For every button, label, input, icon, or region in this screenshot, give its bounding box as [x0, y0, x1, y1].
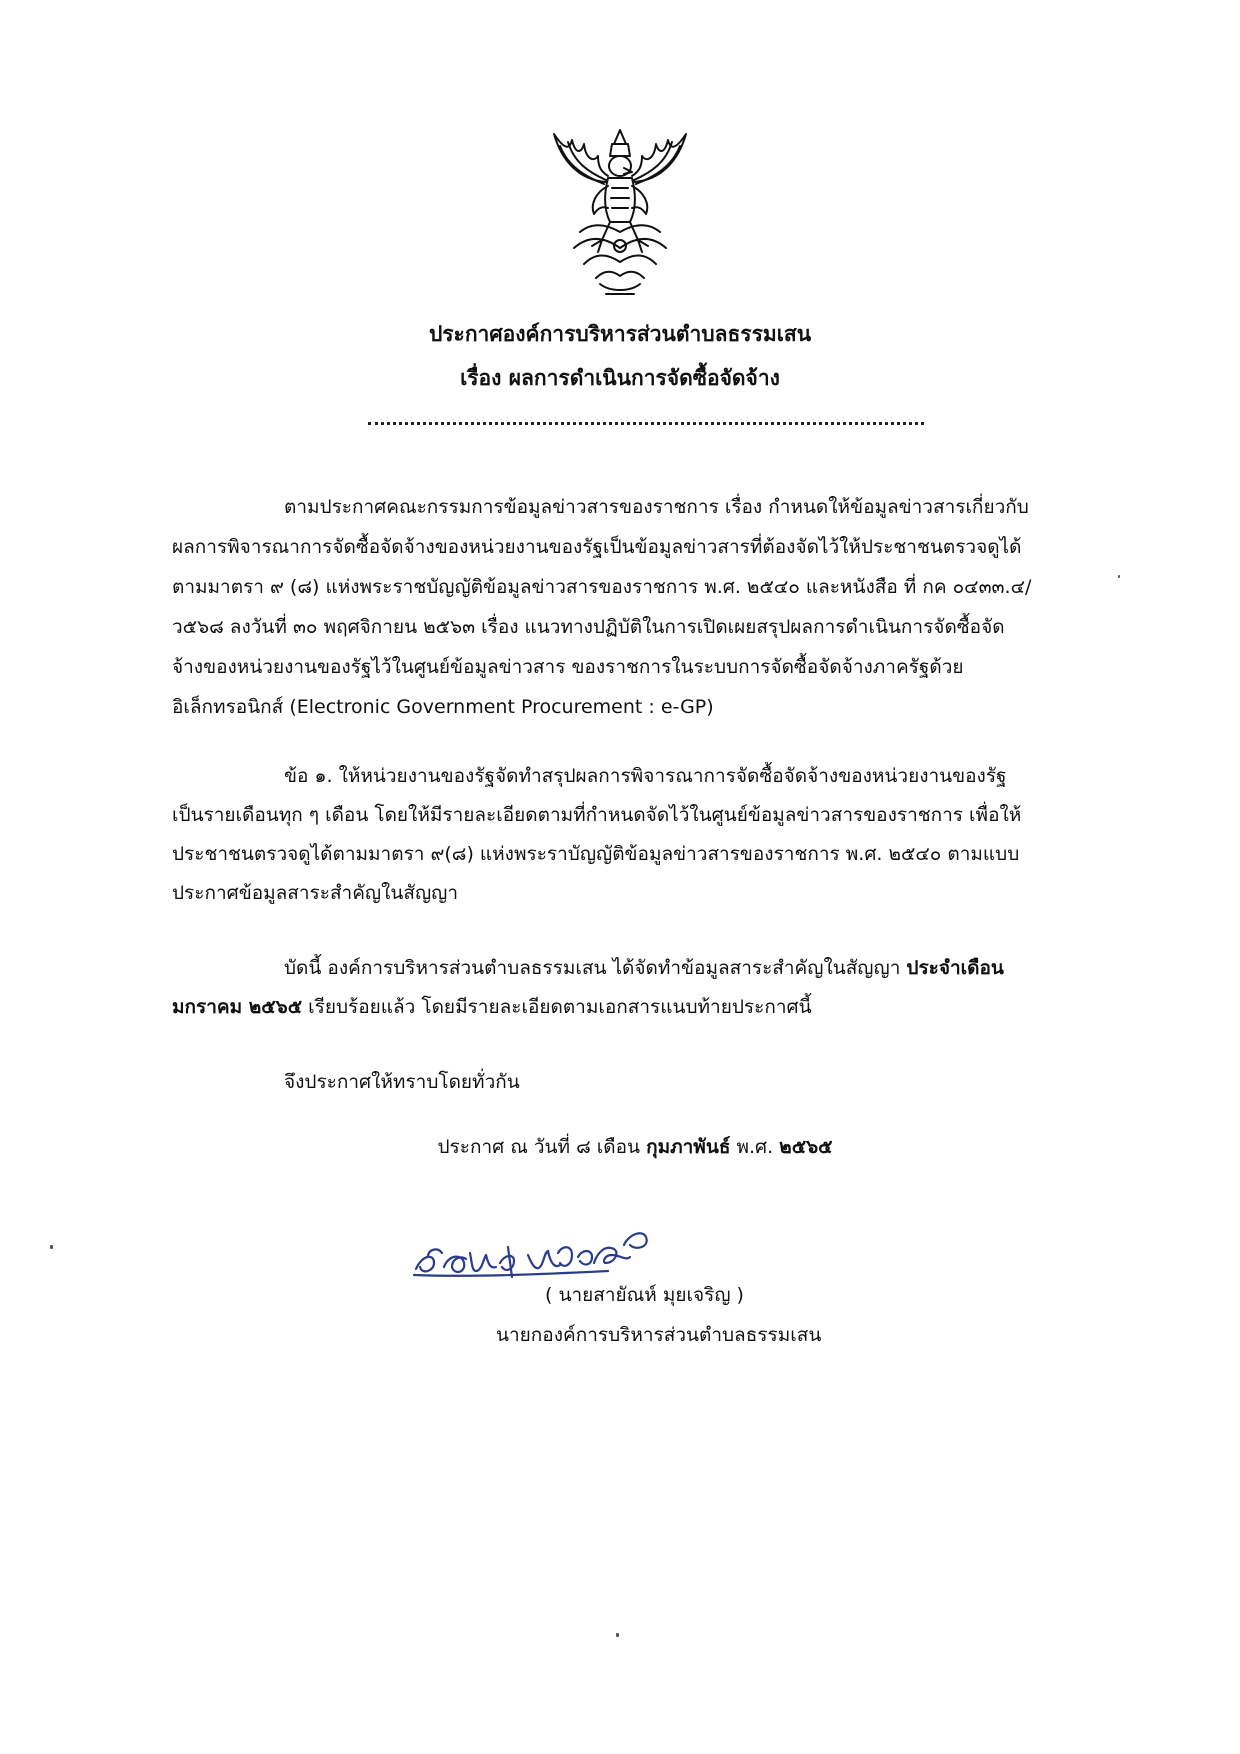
announcement-date — [0, 1132, 1240, 1162]
notice-text: บัดนี้ องค์การบริหารส่วนตำบลธรรมเสน ได้จัดทำข้อมูลสาระสำคัญในสัญญา — [284, 957, 907, 979]
paragraph-line: ประชาชนตรวจดูได้ตามมาตรา ๙(๘) แห่งพระราบัญญัติข้อมูลข่าวสารของราชการ พ.ศ. ๒๕๔๐ ตามแบบ — [172, 843, 1020, 865]
paragraph-line: จึงประกาศให้ทราบโดยทั่วกัน — [284, 1071, 520, 1093]
date-era: พ.ศ. — [730, 1136, 780, 1158]
signer-position: นายกองค์การบริหารส่วนตำบลธรรมเสน — [496, 1324, 822, 1346]
date-prefix: ประกาศ ณ วันที่ ๘ เดือน — [437, 1136, 647, 1158]
paragraph-line — [172, 988, 1117, 1027]
paragraph-line: ผลการพิจารณาการจัดซื้อจัดจ้างของหน่วยงานของรัฐเป็นข้อมูลข่าวสารที่ต้องจัดไว้ให้ประชาชนตรวจดูได้ — [172, 536, 1022, 558]
paragraph-line: อิเล็กทรอนิกส์ (Electronic Government Procurement : e-GP) — [172, 696, 714, 718]
scan-speck — [50, 1245, 53, 1249]
announcement-title: ประกาศองค์การบริหารส่วนตำบลธรรมเสน — [428, 322, 812, 346]
paragraph-clause-1 — [172, 757, 1117, 913]
signer-name: ( นายสายัณห์ มุยเจริญ ) — [545, 1284, 744, 1306]
scan-speck — [616, 1633, 619, 1637]
dotted-divider — [368, 422, 924, 425]
paragraph-closing — [172, 1063, 1117, 1102]
paragraph-line: ประกาศข้อมูลสาระสำคัญในสัญญา — [172, 882, 459, 904]
paragraph-preamble — [172, 487, 1117, 727]
paragraph-line: ตามประกาศคณะกรรมการข้อมูลข่าวสารของราชการ เรื่อง กำหนดให้ข้อมูลข่าวสารเกี่ยวกับ — [284, 496, 1029, 518]
paragraph-line: ตามมาตรา ๙ (๘) แห่งพระราชบัญญัติข้อมูลข่าวสารของราชการ พ.ศ. ๒๕๔๐ และหนังสือ ที่ กค ๐๔๓๓.๔/ — [172, 576, 1032, 598]
paragraph-line: เป็นรายเดือนทุก ๆ เดือน โดยให้มีรายละเอียดตามที่กำหนดจัดไว้ในศูนย์ข้อมูลข่าวสารของราชการ เพื่อให้ — [172, 804, 1022, 826]
paragraph-line: ว๕๖๘ ลงวันที่ ๓๐ พฤศจิกายน ๒๕๖๓ เรื่อง แนวทางปฏิบัติในการเปิดเผยสรุปผลการดำเนินการจัดซื้อจัด — [172, 616, 1005, 638]
paragraph-line: ข้อ ๑. ให้หน่วยงานของรัฐจัดทำสรุปผลการพิจารณาการจัดซื้อจัดจ้างของหน่วยงานของรัฐ — [284, 765, 1007, 787]
paragraph-line — [172, 949, 1117, 988]
notice-period-month: มกราคม ๒๕๖๕ — [172, 996, 303, 1018]
notice-text-cont: เรียบร้อยแล้ว โดยมีรายละเอียดตามเอกสารแนบท้ายประกาศนี้ — [302, 996, 812, 1018]
scan-speck — [1118, 575, 1120, 578]
date-month: กุมภาพันธ์ — [646, 1136, 731, 1158]
paragraph-notice — [172, 949, 1117, 1027]
announcement-subject: เรื่อง ผลการดำเนินการจัดซื้อจัดจ้าง — [460, 366, 780, 390]
notice-period-label: ประจำเดือน — [906, 957, 1004, 979]
paragraph-line: จ้างของหน่วยงานของรัฐไว้ในศูนย์ข้อมูลข่าวสาร ของราชการในระบบการจัดซื้อจัดจ้างภาครัฐด้วย — [172, 656, 964, 678]
garuda-emblem — [540, 122, 700, 307]
date-year: ๒๕๖๕ — [779, 1136, 833, 1158]
